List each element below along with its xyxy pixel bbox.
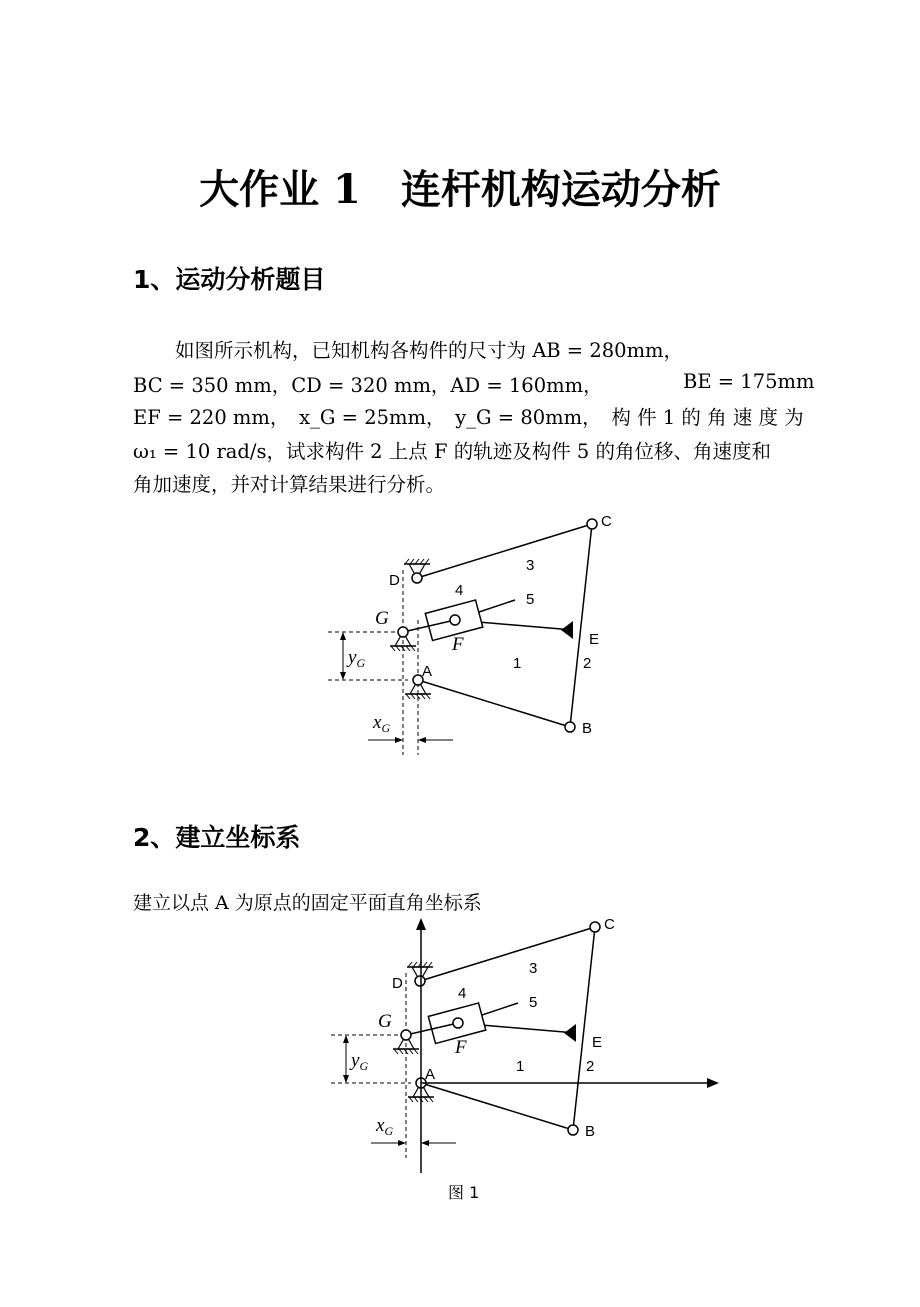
- link-3: [417, 524, 592, 578]
- link-1: [418, 680, 570, 727]
- paragraph-line: 如图所示机构，已知机构各构件的尺寸为 AB = 280mm，: [175, 339, 684, 362]
- joint-icon: [590, 922, 600, 932]
- link-3: [420, 927, 595, 981]
- joint-icon: [412, 573, 422, 583]
- y-axis-arrow-icon: [416, 918, 426, 930]
- page-title: 大作业 1 连杆机构运动分析: [199, 166, 721, 213]
- joint-icon: [450, 615, 460, 625]
- joint-icon: [568, 1125, 578, 1135]
- label-d: D: [389, 572, 400, 589]
- label-b: B: [585, 1123, 596, 1140]
- label-link-5: 5: [529, 994, 538, 1011]
- coordinate-text: 建立以点 A 为原点的固定平面直角坐标系: [133, 892, 482, 914]
- label-e: E: [592, 1034, 603, 1051]
- label-d: D: [392, 975, 403, 992]
- label-f: F: [452, 634, 464, 655]
- label-link-5: 5: [526, 591, 535, 608]
- link-2: [570, 524, 592, 727]
- joint-e-marker: [561, 621, 573, 639]
- paragraph-line: BE = 175mm: [683, 370, 815, 393]
- label-yg: $y_G$: [351, 1050, 369, 1073]
- figure-caption: 图 1: [448, 1183, 480, 1202]
- label-link-1: 1: [516, 1058, 525, 1075]
- label-c: C: [601, 513, 612, 530]
- label-xg: $x_G$: [373, 712, 391, 735]
- joint-icon: [415, 976, 425, 986]
- label-link-4: 4: [458, 985, 467, 1002]
- x-axis-arrow-icon: [707, 1078, 719, 1088]
- section-heading-1: 1、运动分析题目: [133, 265, 326, 294]
- label-link-4: 4: [455, 582, 464, 599]
- label-link-2: 2: [583, 655, 592, 672]
- dimension-arrow-icon: [398, 1140, 429, 1146]
- label-a: A: [422, 663, 433, 680]
- section-heading-2: 2、建立坐标系: [133, 823, 301, 852]
- label-b: B: [582, 720, 593, 737]
- label-xg: $x_G$: [376, 1115, 394, 1138]
- label-link-3: 3: [526, 557, 535, 574]
- label-a: A: [425, 1066, 436, 1083]
- link-2: [573, 927, 595, 1130]
- joint-icon: [587, 519, 597, 529]
- joint-icon: [401, 1030, 411, 1040]
- paragraph-line: EF = 220 mm， x_G = 25mm， y_G = 80mm， 构 件 1 的 角 速 度 为: [133, 406, 804, 429]
- label-link-3: 3: [529, 960, 538, 977]
- label-yg: $y_G$: [348, 647, 366, 670]
- joint-icon: [565, 722, 575, 732]
- link-1: [421, 1083, 573, 1130]
- paragraph-line: 角加速度，并对计算结果进行分析。: [133, 473, 446, 496]
- joint-icon: [398, 627, 408, 637]
- dimension-arrow-icon: [395, 737, 426, 743]
- paragraph-line: ω₁ = 10 rad/s，试求构件 2 上点 F 的轨迹及构件 5 的角位移、角速度和: [133, 440, 772, 463]
- label-f: F: [455, 1037, 467, 1058]
- paragraph-line: BC = 350 mm，CD = 320 mm，AD = 160mm，: [133, 374, 603, 397]
- label-e: E: [589, 631, 600, 648]
- joint-e-marker: [564, 1024, 576, 1042]
- label-link-1: 1: [513, 655, 522, 672]
- label-c: C: [604, 916, 615, 933]
- label-link-2: 2: [586, 1058, 595, 1075]
- label-g: G: [375, 608, 389, 629]
- joint-icon: [453, 1018, 463, 1028]
- label-g: G: [378, 1011, 392, 1032]
